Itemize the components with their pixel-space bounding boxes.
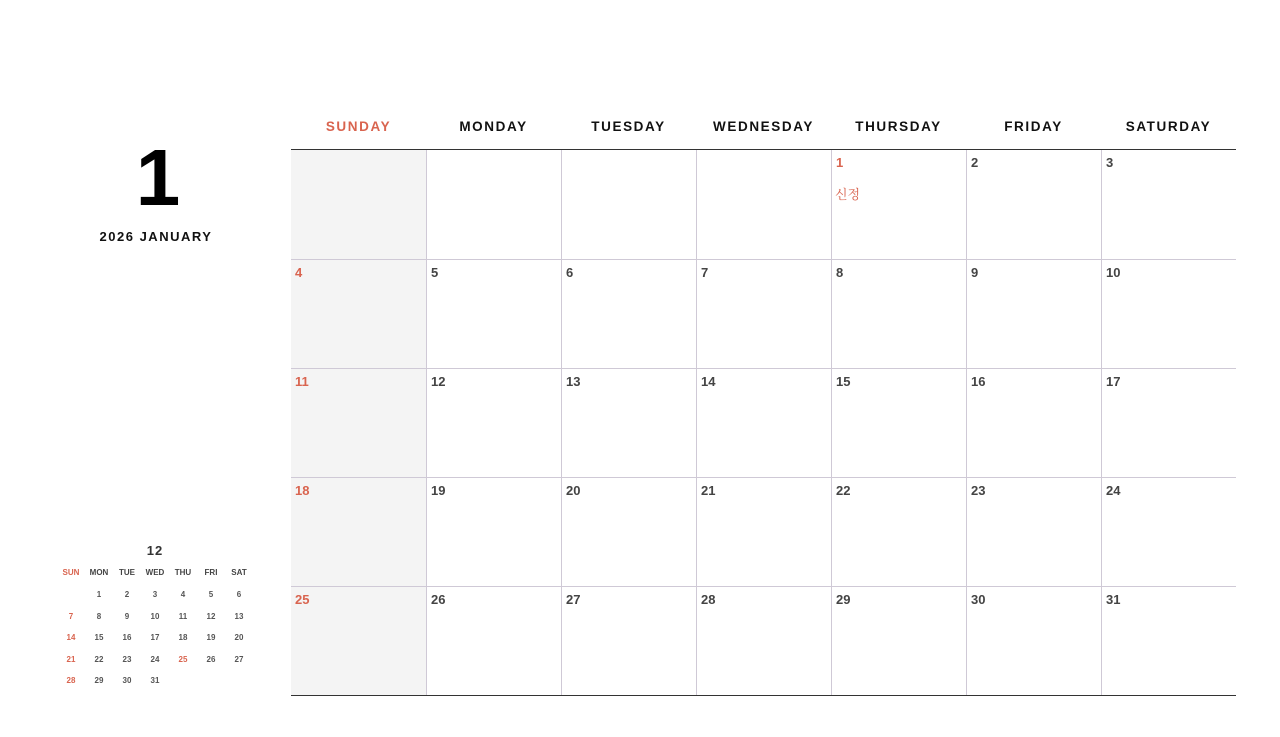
day-cell[interactable] (831, 150, 966, 259)
mini-day: 2 (124, 590, 130, 599)
weekday-header-sunday: SUNDAY (325, 119, 392, 134)
day-number: 27 (566, 592, 581, 607)
mini-day: 7 (68, 611, 74, 621)
day-number: 6 (566, 265, 574, 280)
month-calendar (291, 110, 1236, 696)
day-number: 18 (295, 483, 310, 498)
day-number: 9 (971, 265, 979, 280)
mini-weekday-label: SAT (231, 568, 247, 577)
day-number: 28 (701, 592, 716, 607)
weekday-header-tuesday: TUESDAY (591, 119, 666, 134)
day-number: 13 (566, 374, 581, 389)
day-cell[interactable] (426, 150, 561, 259)
day-cell[interactable] (696, 150, 831, 259)
day-number: 31 (1106, 592, 1121, 607)
day-cell[interactable] (291, 586, 426, 695)
day-cell[interactable] (696, 259, 831, 368)
mini-day: 20 (234, 633, 244, 642)
day-number: 23 (971, 483, 986, 498)
month-number: 1 (135, 133, 181, 222)
mini-day: 18 (178, 633, 188, 642)
mini-day: 19 (206, 633, 216, 642)
day-cell[interactable] (426, 368, 561, 477)
mini-day: 23 (122, 654, 132, 664)
mini-weekday-label: THU (174, 568, 192, 577)
mini-week-row (57, 627, 253, 649)
day-number: 17 (1106, 374, 1121, 389)
day-cell[interactable] (696, 586, 831, 695)
mini-day: 1 (96, 590, 102, 599)
mini-day: 8 (96, 611, 102, 621)
mini-calendar (57, 542, 253, 692)
day-cell[interactable] (966, 368, 1101, 477)
mini-day: 15 (94, 633, 104, 642)
day-cell[interactable] (831, 368, 966, 477)
day-cell[interactable] (966, 477, 1101, 586)
mini-day: 27 (234, 654, 244, 664)
day-cell[interactable] (696, 368, 831, 477)
mini-week-row (57, 649, 253, 671)
mini-day: 31 (150, 676, 160, 685)
mini-day: 21 (66, 654, 76, 664)
day-number: 4 (295, 265, 303, 280)
weekday-header-wednesday: WEDNESDAY (713, 119, 814, 134)
mini-day: 10 (150, 611, 160, 621)
mini-weekday-label: MON (89, 568, 109, 577)
mini-day: 14 (66, 633, 76, 642)
day-cell[interactable] (1101, 259, 1236, 368)
day-cell[interactable] (966, 259, 1101, 368)
weekday-header-friday: FRIDAY (1004, 119, 1063, 134)
mini-day: 16 (122, 633, 132, 642)
mini-day (57, 584, 85, 606)
day-number: 29 (836, 592, 851, 607)
day-cell[interactable] (696, 477, 831, 586)
mini-day: 26 (206, 654, 216, 664)
mini-calendar-month: 12 (146, 543, 164, 558)
mini-calendar-days (57, 584, 253, 692)
day-number: 14 (701, 374, 716, 389)
day-cell[interactable] (291, 259, 426, 368)
day-cell[interactable] (561, 259, 696, 368)
mini-day: 4 (180, 590, 186, 599)
day-cell[interactable] (291, 477, 426, 586)
mini-weekday-label: SUN (62, 568, 80, 577)
day-cell[interactable] (831, 477, 966, 586)
day-cell[interactable] (831, 586, 966, 695)
day-number: 26 (431, 592, 446, 607)
mini-week-row (57, 606, 253, 628)
day-cell[interactable] (426, 586, 561, 695)
day-number: 8 (836, 265, 844, 280)
mini-day: 17 (150, 633, 160, 642)
day-cell[interactable] (966, 150, 1101, 259)
day-cell[interactable] (561, 368, 696, 477)
day-number: 22 (836, 483, 851, 498)
day-cell[interactable] (966, 586, 1101, 695)
mini-day (169, 670, 197, 692)
weekday-header-monday: MONDAY (459, 119, 528, 134)
day-number: 20 (566, 483, 581, 498)
day-number: 3 (1106, 155, 1114, 170)
day-number: 2 (971, 155, 979, 170)
day-cell[interactable] (426, 477, 561, 586)
day-number: 21 (701, 483, 716, 498)
left-panel (0, 0, 291, 737)
day-number: 11 (295, 374, 309, 389)
mini-day (225, 670, 253, 692)
weekday-header-row (291, 110, 1236, 150)
day-cell[interactable] (561, 477, 696, 586)
mini-day: 28 (66, 676, 76, 685)
day-number: 7 (701, 265, 709, 280)
day-number: 5 (431, 265, 439, 280)
day-cell[interactable] (561, 150, 696, 259)
day-number: 19 (431, 483, 446, 498)
day-number: 15 (836, 374, 851, 389)
year-month-title: 2026 JANUARY (99, 229, 213, 244)
day-cell[interactable] (426, 259, 561, 368)
day-number: 10 (1106, 265, 1121, 280)
day-number: 16 (971, 374, 986, 389)
mini-day: 3 (152, 590, 158, 599)
mini-weekday-label: WED (145, 568, 165, 577)
day-cell[interactable] (1101, 368, 1236, 477)
day-cell[interactable] (1101, 477, 1236, 586)
day-cell[interactable] (291, 150, 426, 259)
event-label: 신정 (835, 187, 861, 202)
day-number: 30 (971, 592, 986, 607)
day-cell[interactable] (831, 259, 966, 368)
mini-day: 11 (178, 611, 188, 621)
mini-weekday-label: TUE (119, 568, 135, 577)
day-number: 12 (431, 374, 446, 389)
mini-week-row (57, 584, 253, 606)
mini-day: 13 (234, 611, 244, 621)
mini-calendar-weekdays (57, 562, 253, 584)
day-number: 24 (1106, 483, 1121, 498)
day-cell[interactable] (1101, 586, 1236, 695)
mini-day: 30 (122, 676, 132, 685)
mini-day: 24 (150, 654, 160, 664)
mini-day: 25 (178, 654, 188, 664)
mini-day: 22 (94, 654, 104, 664)
mini-day: 12 (206, 611, 216, 621)
calendar-grid (291, 150, 1236, 696)
weekday-header-saturday: SATURDAY (1125, 119, 1212, 134)
day-number: 25 (295, 592, 310, 607)
day-cell[interactable] (561, 586, 696, 695)
mini-day: 29 (94, 676, 104, 685)
weekday-header-thursday: THURSDAY (855, 119, 942, 134)
day-cell[interactable] (1101, 150, 1236, 259)
day-number: 1 (836, 155, 844, 170)
mini-day: 9 (124, 611, 130, 621)
day-cell[interactable] (291, 368, 426, 477)
mini-day: 6 (236, 590, 242, 599)
mini-day: 5 (208, 590, 214, 599)
mini-weekday-label: FRI (204, 568, 218, 577)
mini-week-row (57, 670, 253, 692)
mini-day (197, 670, 225, 692)
